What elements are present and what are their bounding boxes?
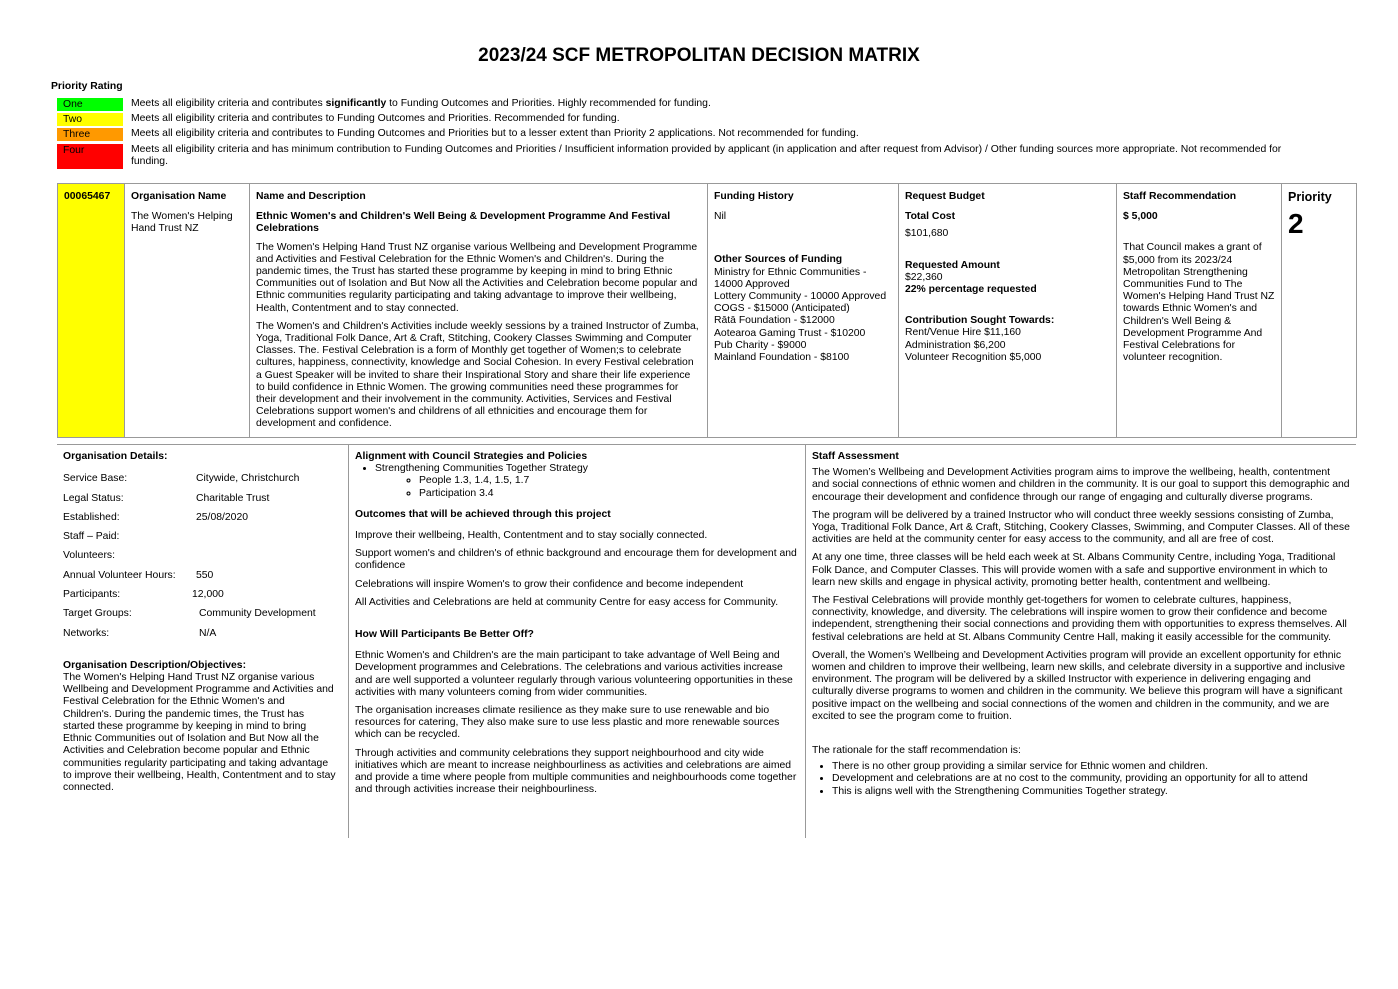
priority-text-four: Meets all eligibility criteria and has minimum contribution to Funding Outcomes and Priorities / Insufficient information provided by applicant (in application and after request from Advisor) / Other funding sources more appropriate. Not recommended for funding.	[131, 144, 1282, 167]
priority-swatch-two: Two	[57, 113, 123, 126]
better-off-header: How Will Participants Be Better Off?	[355, 629, 534, 641]
staff-recommendation-amount: $ 5,000	[1123, 211, 1158, 223]
org-detail-row: Legal Status: Charitable Trust	[63, 492, 270, 504]
better-off-paragraph: Through activities and community celebrations they support neighbourhood and city wide initiatives which are meant to increase neighbourliness as activities and celebrations are aimed and provide a time where people from multiple communities and neighbourhoods come together and through activities increase their neighbourliness.	[355, 747, 797, 796]
better-off-paragraph: The organisation increases climate resilience as they make sure to use renewable and bio resources for catering, They also make sure to use less plastic and more renewable sources which can be recycled.	[355, 705, 780, 741]
staff-recommendation-header: Staff Recommendation	[1123, 191, 1237, 202]
application-table	[57, 183, 1357, 438]
assessment-paragraph: The Women’s Wellbeing and Development Activities program aims to improve the wellbeing, health, contentment and social connections of ethnic women and children in the community. It is our goal to support this demographic and encourage their development and confidence through our range of engaging and culturally diverse programs.	[812, 467, 1350, 503]
page-title: 2023/24 SCF METROPOLITAN DECISION MATRIX	[478, 45, 920, 66]
strategy-sub-list	[355, 475, 799, 499]
budget-header: Request Budget	[905, 191, 985, 202]
funding-history-value: Nil	[714, 211, 727, 223]
priority-row-three	[57, 128, 1317, 141]
contribution-label: Contribution Sought Towards:	[905, 315, 1055, 327]
strategy-item: • Strengthening Communities Together Strategy	[375, 463, 799, 475]
rationale-item: • There is no other group providing a similar service for Ethnic women and children.	[832, 761, 1350, 773]
total-cost-value: $101,680	[905, 228, 949, 240]
description-paragraph: The Women's Helping Hand Trust NZ organise various Wellbeing and Development Programme and Activities and Festival Celebration for the Ethnic Women's and Children's. During the pandemic times, the Trust has started these programme by keeping in mind to bring Ethnic Communities out of Isolation and But Now all the Activities and Celebration become popular and Ethnic communities regularity participating and taking advantage to improve their wellbeing, Health, Contentment and to stay connected.	[256, 241, 698, 314]
priority-header: Priority	[1288, 190, 1332, 204]
outcome-item: Improve their wellbeing, Health, Contentment and to stay socially connected.	[355, 530, 708, 542]
organisation-cell	[125, 184, 250, 438]
priority-swatch-three: Three	[57, 128, 123, 141]
org-detail-row: Target Groups: Community Development	[63, 608, 316, 620]
strategy-sub-item: ◦ Participation 3.4	[419, 488, 799, 500]
priority-rating-label: Priority Rating	[51, 81, 123, 92]
description-paragraph: The Women's and Children's Activities include weekly sessions by a trained Instructor of Zumba, Yoga, Traditional Folk Dance, Art & Craft, Stitching, Cookery Classes Swimming and Computer Classes. The. Festival Celebration is a form of Monthly get together of Women;s to celebrate cultures, happiness, connectivity, knowledge and Social Cohesion. In every Festival celebration a Guest Speaker will be invited to share their Inspirational Story and share their life experience to build confidence in Ethnic Women. The growing communities need these programmes for their development and their involvement in the community. Activities, Services and Festival Celebrations support women's and childrens of all ethnicities and encourage them for development and confidence.	[256, 320, 699, 430]
contribution-item: Administration $6,200	[905, 339, 1006, 351]
other-source-item: Mainland Foundation - $8100	[714, 352, 850, 364]
description-header: Name and Description	[256, 191, 366, 202]
strategy-sub-item: ◦ People 1.3, 1.4, 1.5, 1.7	[419, 475, 799, 487]
staff-recommendation-cell	[1117, 184, 1282, 438]
priority-row-four	[57, 144, 1317, 169]
assessment-paragraph: The Festival Celebrations will provide monthly get-togethers for women to celebrate cultures, happiness, connectivity, knowledge, and diversity. The celebrations will inspire women to grow their confidence and become independent, strengthening their social connections and providing them with opportunities to express themselves. All festival celebrations are held at St. Albans Community Centre Hall, making it easily accessible for the community.	[812, 595, 1347, 643]
org-detail-row: Annual Volunteer Hours: 550	[63, 569, 214, 581]
outcome-item: All Activities and Celebrations are held at community Centre for easy access for Community.	[355, 596, 779, 608]
org-detail-row: Networks: N/A	[63, 627, 217, 639]
org-details-header: Organisation Details:	[63, 451, 168, 462]
other-source-item: Ministry for Ethnic Communities - 14000 Approved	[714, 266, 867, 290]
requested-label: Requested Amount	[905, 259, 1000, 271]
org-detail-row: Volunteers:	[63, 550, 115, 562]
priority-text-two: Meets all eligibility criteria and contributes to Funding Outcomes and Priorities. Recommended for funding.	[131, 113, 620, 124]
other-source-item: Aotearoa Gaming Trust - $10200	[714, 327, 866, 339]
contribution-item: Rent/Venue Hire $11,160	[905, 327, 1021, 339]
priority-swatch-one: One	[57, 98, 123, 111]
priority-swatch-four: Four	[57, 144, 123, 169]
requested-value: $22,360	[905, 271, 943, 283]
other-source-item: Rātā Foundation - $12000	[714, 315, 835, 327]
rationale-item: • This is aligns well with the Strengthening Communities Together strategy.	[832, 786, 1350, 798]
rationale-list	[812, 761, 1350, 798]
organisation-header: Organisation Name	[131, 191, 227, 202]
org-description-header: Organisation Description/Objectives:	[63, 659, 247, 671]
other-sources-header: Other Sources of Funding	[714, 254, 843, 266]
project-name: Ethnic Women's and Children's Well Being & Development Programme And Festival Celebrations	[256, 211, 671, 235]
org-detail-row: Established: 25/08/2020	[63, 511, 249, 523]
assessment-paragraph: The program will be delivered by a trained Instructor who will conduct three weekly sessions consisting of Zumba, Yoga, Traditional Folk Dance, Art & Craft, Stitching, Cookery Classes, Swimming, and Computer Classes. All of these activities are held at the community center for easy access to the community, and all are free of cost.	[812, 509, 1350, 546]
organisation-details-section	[57, 444, 342, 838]
org-detail-row: Staff – Paid:	[63, 531, 120, 543]
budget-cell	[899, 184, 1117, 438]
application-id-cell	[58, 184, 125, 438]
alignment-section	[348, 444, 806, 838]
priority-text-three: Meets all eligibility criteria and contributes to Funding Outcomes and Priorities but to a lesser extent than Priority 2 applications. Not recommended for funding.	[131, 128, 859, 139]
alignment-header: Alignment with Council Strategies and Policies	[355, 451, 588, 462]
application-id: 00065467	[64, 191, 111, 202]
priority-cell	[1282, 184, 1357, 438]
other-source-item: Lottery Community - 10000 Approved	[714, 291, 887, 303]
better-off-paragraph: Ethnic Women's and Children's are the main participant to take advantage of Well Being and Development programmes and Celebrations. The celebrations and various activities increase and are well supported a volunteer regularly through various volunteering opportunities in these activities with many volunteers coming from wider communities.	[355, 650, 793, 698]
funding-history-header: Funding History	[714, 191, 794, 202]
outcome-item: Support women's and children's of ethnic background and encourage them for development and confidence	[355, 548, 797, 572]
priority-value: 2	[1288, 208, 1304, 240]
strategy-list	[355, 463, 799, 475]
priority-row-two	[57, 113, 1317, 126]
assessment-paragraph: Overall, the Women’s Wellbeing and Development Activities program will provide an excellent opportunity for ethnic women and children to improve their wellbeing, learn new skills, and celebrate diversity in a supportive and inclusive environment. The program will be delivered by a skilled Instructor with experience in delivering engaging and culturally diverse programs to women and children in the community. We believe this program will have a significant positive impact on the wellbeing and social connections of the women and children in the community, and we are excited to see the program come to fruition.	[812, 649, 1346, 722]
organisation-name: The Women's Helping Hand Trust NZ	[131, 211, 233, 235]
total-cost-label: Total Cost	[905, 211, 956, 223]
other-source-item: Pub Charity - $9000	[714, 339, 807, 351]
rationale-intro: The rationale for the staff recommendation is:	[812, 745, 1021, 757]
org-description-text: The Women's Helping Hand Trust NZ organise various Wellbeing and Development Programme and Activities and Festival Celebration for the Ethnic Women's and Children's. During the pandemic times, the Trust has started these programme by keeping in mind to bring Ethnic Communities out of Isolation and But Now all the Activities and Celebration become popular and Ethnic communities regularity participating and taking advantage to improve their wellbeing, Health, Contentment and to stay connected.	[63, 672, 336, 793]
percent-requested: 22% percentage requested	[905, 284, 1037, 296]
funding-cell	[708, 184, 899, 438]
outcome-item: Celebrations will inspire Women's to grow their confidence and become independent	[355, 578, 744, 590]
org-detail-row: Service Base: Citywide, Christchurch	[63, 473, 300, 485]
staff-recommendation-text: That Council makes a grant of $5,000 from its 2023/24 Metropolitan Strengthening Communities Fund to The Women's Helping Hand Trust NZ towards Ethnic Women's and Children's Well Being & Development Programme And Festival Celebrations for volunteer recognition.	[1123, 242, 1275, 364]
rationale-item: • Development and celebrations are at no cost to the community, providing an opportunity for all to attend	[832, 773, 1350, 785]
org-detail-row: Participants: 12,000	[63, 588, 224, 600]
priority-row-one	[57, 98, 1317, 111]
outcomes-header: Outcomes that will be achieved through this project	[355, 508, 611, 520]
staff-assessment-header: Staff Assessment	[812, 451, 899, 462]
priority-text-one: Meets all eligibility criteria and contributes significantly to Funding Outcomes and Priorities. Highly recommended for funding.	[131, 98, 711, 109]
other-source-item: COGS - $15000 (Anticipated)	[714, 303, 850, 315]
assessment-paragraph: At any one time, three classes will be held each week at St. Albans Community Centre, including Yoga, Traditional Folk Dance, and Computer Classes. This will provide women with a safe and supportive environment in which to learn new skills and engage in physical activity, promoting better health, contentment and wellbeing.	[812, 552, 1336, 588]
staff-assessment-section	[806, 444, 1356, 838]
description-cell	[250, 184, 708, 438]
contribution-item: Volunteer Recognition $5,000	[905, 351, 1042, 363]
